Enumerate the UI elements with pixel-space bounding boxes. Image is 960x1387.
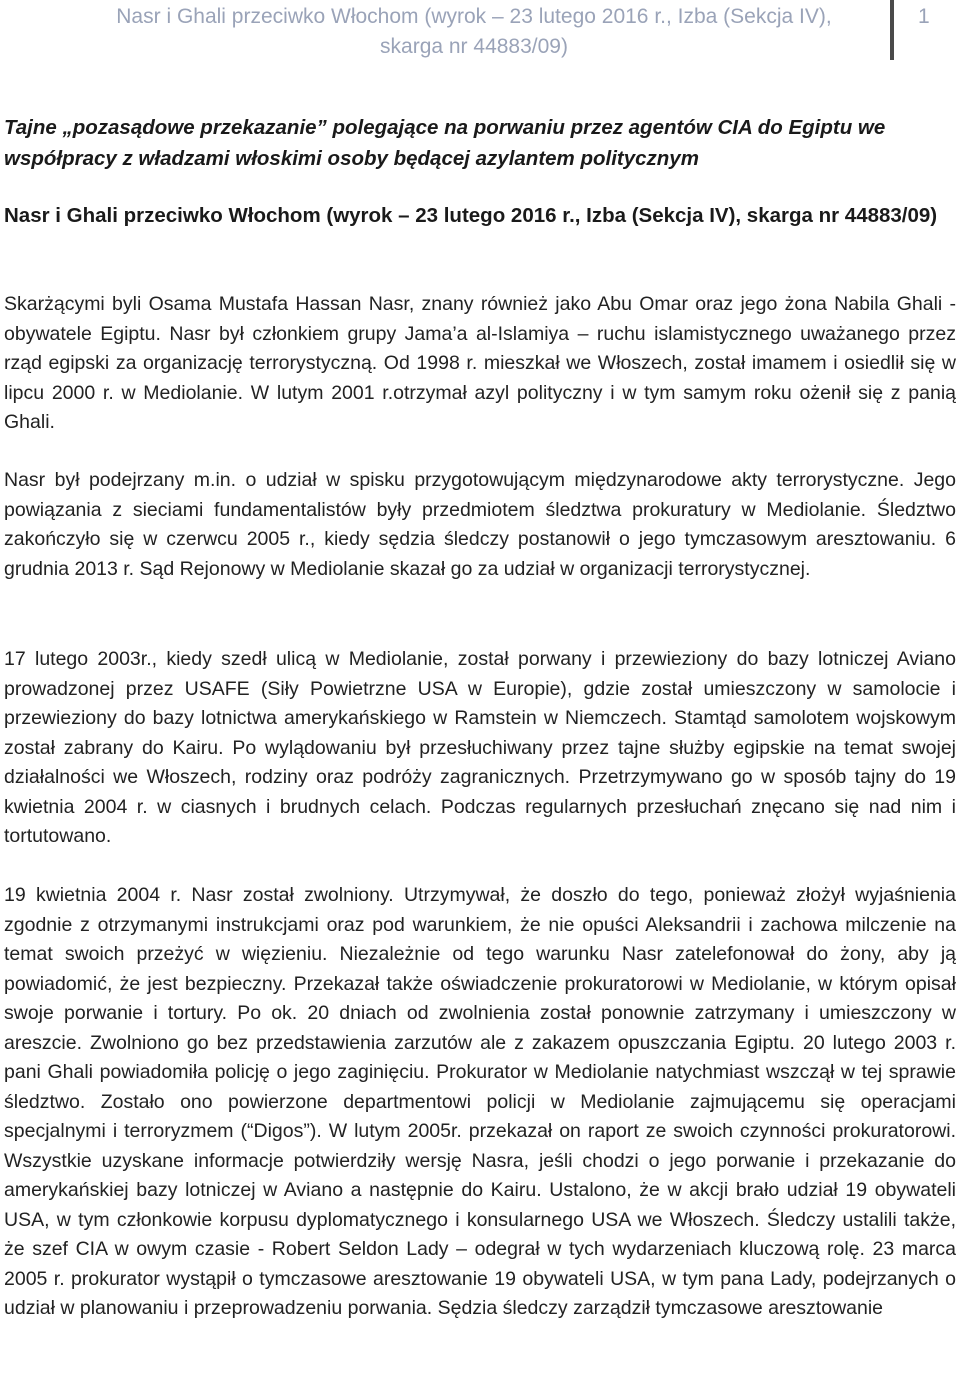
- running-header: [68, 2, 880, 62]
- running-header-line2: skarga nr 44883/09): [380, 35, 568, 58]
- paragraph-release-investigation: 19 kwietnia 2004 r. Nasr został zwolniony. Utrzymywał, że doszło do tego, ponieważ złożył wyjaśnienia zgodnie z otrzymanymi instrukcjami oraz pod warunkiem, że nie opuści Aleksandrii i zachowa milczenie na temat swoich przeżyć w więzieniu. Niezależnie od tego warunku Nasr zatelefonował do żony, aby ją powiadomić, że jest bezpieczny. Przekazał także oświadczenie prokuratorowi w Mediolanie, w którym opisał swoje porwanie i tortury. Po ok. 20 dniach od zwolnienia został ponownie zatrzymany i umieszczony w areszcie. Zwolniono go bez przedstawienia zarzutów ale z zakazem opuszczania Egiptu. 20 lutego 2003 r. pani Ghali powiadomiła policję o jego zaginięciu. Prokurator w Mediolanie natychmiast wszczął w tej sprawie śledztwo. Zostało ono powierzone departmentowi policji w Mediolanie zajmującemu się operacjami specjalnymi i terroryzmem (“Digos”). W lutym 2005r. przekazał on raport ze swoich czynności prokuratorowi. Wszystkie uzyskane informacje potwierdziły wersję Nasra, jeśli chodzi o jego porwanie i przekazanie do amerykańskiej bazy lotniczej w Aviano a następnie do Kairu. Ustalono, że w akcji brało udział 19 obywateli USA, w tym członkowie korpusu dyplomatycznego i konsularnego USA we Włoszech. Śledczy ustalili także, że szef CIA w owym czasie - Robert Seldon Lady – odegrał w tych wydarzeniach kluczową rolę. 23 marca 2005 r. prokurator wystąpił o tymczasowe aresztowanie 19 obywateli USA, w tym pana Lady, podejrzanych o udział w planowaniu i przeprowadzeniu porwania. Sędzia śledczy zarządził tymczasowe aresztowanie: [4, 884, 956, 1319]
- paragraph-applicants: Skarżącymi byli Osama Mustafa Hassan Nasr, znany również jako Abu Omar oraz jego żona Nabila Ghali - obywatele Egiptu. Nasr był członkiem grupy Jama’a al-Islamiya – ruchu islamistycznego uważanego przez rząd egipski za organizację terrorystyczną. Od 1998 r. mieszkał we Włoszech, został imamem i osiedlił się w lipcu 2000 r. w Mediolanie. W lutym 2001 r.otrzymał azyl polityczny i w tym samym roku ożenił się z panią Ghali.: [4, 293, 956, 433]
- case-title: Nasr i Ghali przeciwko Włochom (wyrok – 23 lutego 2016 r., Izba (Sekcja IV), skarga nr 44883/09): [4, 204, 938, 227]
- document-subtitle: Tajne „pozasądowe przekazanie” polegające na porwaniu przez agentów CIA do Egiptu we współpracy z władzami włoskimi osoby będącej azylantem politycznym: [4, 116, 886, 170]
- running-header-line1: Nasr i Ghali przeciwko Włochom (wyrok – 23 lutego 2016 r., Izba (Sekcja IV),: [116, 5, 832, 28]
- page-number: 1: [918, 5, 930, 28]
- paragraph-abduction: 17 lutego 2003r., kiedy szedł ulicą w Mediolanie, został porwany i przewieziony do bazy lotniczej Aviano prowadzonej przez USAFE (Siły Powietrzne USA w Europie), gdzie został umieszczony w samolocie i przewieziony do bazy lotnictwa amerykańskiego w Ramstein w Niemczech. Stamtąd samolotem wojskowym został zabrany do Kairu. Po wylądowaniu był przesłuchiwany przez tajne służby egipskie na temat swojej działalności we Włoszech, rodziny oraz podróży zagranicznych. Przetrzymywano go w sposób tajny do 19 kwietnia 2004 r. w ciasnych i brudnych celach. Podczas regularnych przesłuchań znęcano się nad nim i tortutowano.: [4, 648, 956, 847]
- paragraph-suspicion: Nasr był podejrzany m.in. o udział w spisku przygotowującym międzynarodowe akty terrorystyczne. Jego powiązania z sieciami fundamentalistów były przedmiotem śledztwa prokuratury w Mediolanie. Śledztwo zakończyło się w czerwcu 2005 r., kiedy sędzia śledczy postanowił o jego tymczasowym aresztowaniu. 6 grudnia 2013 r. Sąd Rejonowy w Mediolanie skazał go za udział w organizacji terrorystycznej.: [4, 469, 956, 580]
- header-divider: [890, 0, 894, 60]
- page-header: [0, 0, 960, 62]
